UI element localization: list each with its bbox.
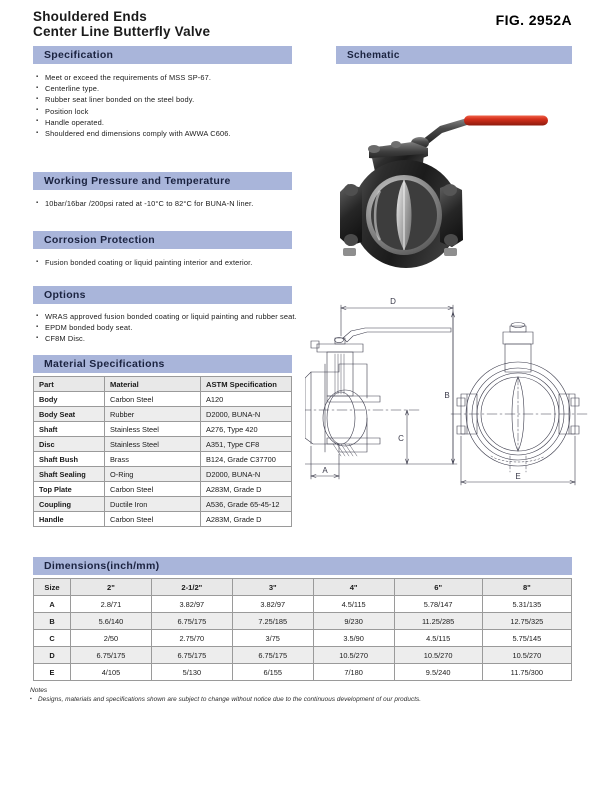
cell-value: 10.5/270 — [482, 647, 571, 664]
drawing-flange-top — [327, 396, 380, 402]
section-header-working-pressure: Working Pressure and Temperature — [33, 172, 292, 190]
column-header-size-6in: 6" — [394, 579, 482, 596]
table-row — [34, 613, 572, 630]
cell-material: O-Ring — [105, 467, 201, 482]
notes-section — [30, 687, 575, 703]
cell-value: 5.6/140 — [71, 613, 152, 630]
cell-material: Brass — [105, 452, 201, 467]
table-row — [34, 452, 292, 467]
cell-part: Shaft Sealing — [34, 467, 105, 482]
cell-value: 3.82/97 — [151, 596, 232, 613]
cell-material: Rubber — [105, 407, 201, 422]
drawing-top-plate-lug — [311, 341, 319, 348]
cell-part: Shaft Bush — [34, 452, 105, 467]
column-header-astm: ASTM Specification — [201, 377, 292, 392]
list-item: ▪ Rubber seat liner bonded on the steel body. — [36, 94, 298, 105]
table-row — [34, 512, 292, 527]
cell-row-label: D — [34, 647, 71, 664]
list-item: ▪ Meet or exceed the requirements of MSS SP-67. — [36, 72, 298, 83]
dimension-b — [305, 312, 457, 464]
top-plate-bolt — [391, 141, 401, 148]
corrosion-protection-list — [36, 257, 298, 268]
cell-part: Shaft — [34, 422, 105, 437]
cell-value: 11.25/285 — [394, 613, 482, 630]
cell-row-label: A — [34, 596, 71, 613]
cell-material: Carbon Steel — [105, 482, 201, 497]
cell-material: Carbon Steel — [105, 392, 201, 407]
front-hidden-arc — [491, 456, 545, 462]
options-list — [36, 311, 298, 345]
table-row — [34, 437, 292, 452]
cell-value: 6.75/175 — [151, 613, 232, 630]
drawing-neck — [327, 352, 353, 396]
cell-value: 7/180 — [313, 664, 394, 681]
list-item: ▪ WRAS approved fusion bonded coating or liquid painting and rubber seat. — [36, 311, 298, 322]
cell-value: 6.75/175 — [151, 647, 232, 664]
cell-value: 11.75/300 — [482, 664, 571, 681]
notes-item: ▪ Designs, materials and specifications shown are subject to change without notice due to the continuous development of our products. — [30, 696, 575, 703]
column-header-size: Size — [34, 579, 71, 596]
cell-value: 2/50 — [71, 630, 152, 647]
cell-value: 9/230 — [313, 613, 394, 630]
list-item: ▪ Centerline type. — [36, 83, 298, 94]
table-row — [34, 664, 572, 681]
cell-part: Handle — [34, 512, 105, 527]
list-item: ▪ Position lock — [36, 106, 298, 117]
cell-astm: B124, Grade C37700 — [201, 452, 292, 467]
cell-astm: A120 — [201, 392, 292, 407]
cell-value: 3.5/90 — [313, 630, 394, 647]
handle-lever-arm — [422, 118, 467, 144]
cell-astm: A351, Type CF8 — [201, 437, 292, 452]
cell-value: 2.8/71 — [71, 596, 152, 613]
table-row — [34, 647, 572, 664]
cell-value: 6.75/175 — [232, 647, 313, 664]
lug-bolt — [443, 184, 457, 196]
cell-material: Carbon Steel — [105, 512, 201, 527]
drawing-disc-inner — [327, 392, 355, 444]
list-item: ▪ 10bar/16bar /200psi rated at -10°C to 82°C for BUNA-N liner. — [36, 198, 298, 209]
section-header-options: Options — [33, 286, 292, 304]
cell-value: 9.5/240 — [394, 664, 482, 681]
dimension-label-c: C — [398, 434, 404, 443]
lug-bolt — [344, 234, 358, 246]
cell-part: Top Plate — [34, 482, 105, 497]
cell-value: 12.75/325 — [482, 613, 571, 630]
page-title — [33, 9, 210, 39]
front-top-plate — [503, 332, 533, 344]
cell-material: Stainless Steel — [105, 437, 201, 452]
notes-title: Notes — [30, 687, 48, 694]
dimension-label-d: D — [390, 297, 396, 306]
cell-value: 4/105 — [71, 664, 152, 681]
cell-value: 3/75 — [232, 630, 313, 647]
cell-value: 6.75/175 — [71, 647, 152, 664]
cell-row-label: E — [34, 664, 71, 681]
valve-technical-drawings — [305, 286, 590, 522]
cell-row-label: C — [34, 630, 71, 647]
cell-value: 6/155 — [232, 664, 313, 681]
section-header-material-specifications: Material Specifications — [33, 355, 292, 373]
title-line-2: Center Line Butterfly Valve — [33, 24, 211, 39]
column-header-size-8in: 8" — [482, 579, 571, 596]
section-header-dimensions: Dimensions(inch/mm) — [33, 557, 572, 575]
front-stem-nut — [511, 323, 525, 328]
column-header-size-2half-in: 2-1/2" — [151, 579, 232, 596]
cell-value: 3.82/97 — [232, 596, 313, 613]
table-row — [34, 392, 292, 407]
table-row — [34, 422, 292, 437]
cell-value: 5.78/147 — [394, 596, 482, 613]
dimension-c — [406, 410, 409, 464]
cell-value: 2.75/70 — [151, 630, 232, 647]
drawing-disc — [323, 390, 367, 446]
handle-grip — [464, 116, 548, 126]
valve-photo-svg — [336, 92, 572, 278]
cell-material: Ductile Iron — [105, 497, 201, 512]
section-header-specification: Specification — [33, 46, 292, 64]
section-header-schematic: Schematic — [336, 46, 572, 64]
cell-value: 4.5/115 — [394, 630, 482, 647]
cell-part: Body — [34, 392, 105, 407]
cell-value: 5.31/135 — [482, 596, 571, 613]
document-header — [0, 0, 600, 42]
column-header-material: Material — [105, 377, 201, 392]
list-item: ▪ Shouldered end dimensions comply with AWWA C606. — [36, 128, 298, 139]
drawing-handle — [343, 328, 451, 342]
drawing-top-plate — [317, 344, 363, 352]
cell-value: 7.25/185 — [232, 613, 313, 630]
cell-value: 5.75/145 — [482, 630, 571, 647]
cell-material: Stainless Steel — [105, 422, 201, 437]
table-header-row — [34, 377, 292, 392]
material-specifications-table — [33, 376, 292, 527]
title-line-1: Shouldered Ends — [33, 9, 148, 24]
cell-value: 5/130 — [151, 664, 232, 681]
valve-photo — [336, 92, 572, 278]
cell-value: 4.5/115 — [313, 596, 394, 613]
cell-astm: A536, Grade 65-45-12 — [201, 497, 292, 512]
top-plate-bolt — [368, 145, 380, 153]
figure-code: FIG. 2952A — [495, 12, 572, 28]
cell-astm: A283M, Grade D — [201, 512, 292, 527]
section-header-corrosion-protection: Corrosion Protection — [33, 231, 292, 249]
cell-astm: D2000, BUNA-N — [201, 407, 292, 422]
table-row — [34, 596, 572, 613]
lug-nut — [343, 248, 356, 256]
column-header-part: Part — [34, 377, 105, 392]
list-item: ▪ Handle operated. — [36, 117, 298, 128]
list-item: ▪ EPDM bonded body seat. — [36, 322, 298, 333]
lug-bolt — [344, 184, 358, 196]
cell-part: Coupling — [34, 497, 105, 512]
cell-part: Body Seat — [34, 407, 105, 422]
cell-value: 10.5/270 — [394, 647, 482, 664]
table-row — [34, 407, 292, 422]
cell-astm: D2000, BUNA-N — [201, 467, 292, 482]
cell-row-label: B — [34, 613, 71, 630]
list-item: ▪ CF8M Disc. — [36, 333, 298, 344]
drawing-front-view — [451, 323, 587, 486]
technical-drawing-svg — [305, 286, 590, 522]
table-row — [34, 630, 572, 647]
specification-list — [36, 72, 298, 139]
dimensions-table — [33, 578, 572, 681]
cell-astm: A276, Type 420 — [201, 422, 292, 437]
table-row — [34, 497, 292, 512]
table-row — [34, 482, 292, 497]
working-pressure-list — [36, 198, 298, 209]
drawing-body-upper — [305, 364, 367, 398]
cell-astm: A283M, Grade D — [201, 482, 292, 497]
lug-nut — [444, 248, 457, 256]
lug-bolt — [444, 234, 458, 246]
column-header-size-2in: 2" — [71, 579, 152, 596]
dimension-d — [341, 305, 453, 464]
list-item: ▪ Fusion bonded coating or liquid painting interior and exterior. — [36, 257, 298, 268]
column-header-size-4in: 4" — [313, 579, 394, 596]
table-row — [34, 467, 292, 482]
cell-value: 10.5/270 — [313, 647, 394, 664]
drawing-stem-hatch — [335, 354, 344, 394]
column-header-size-3in: 3" — [232, 579, 313, 596]
cell-part: Disc — [34, 437, 105, 452]
dimension-label-e: E — [515, 472, 521, 481]
dimension-label-b: B — [444, 391, 450, 400]
dimension-label-a: A — [322, 466, 328, 475]
table-header-row — [34, 579, 572, 596]
